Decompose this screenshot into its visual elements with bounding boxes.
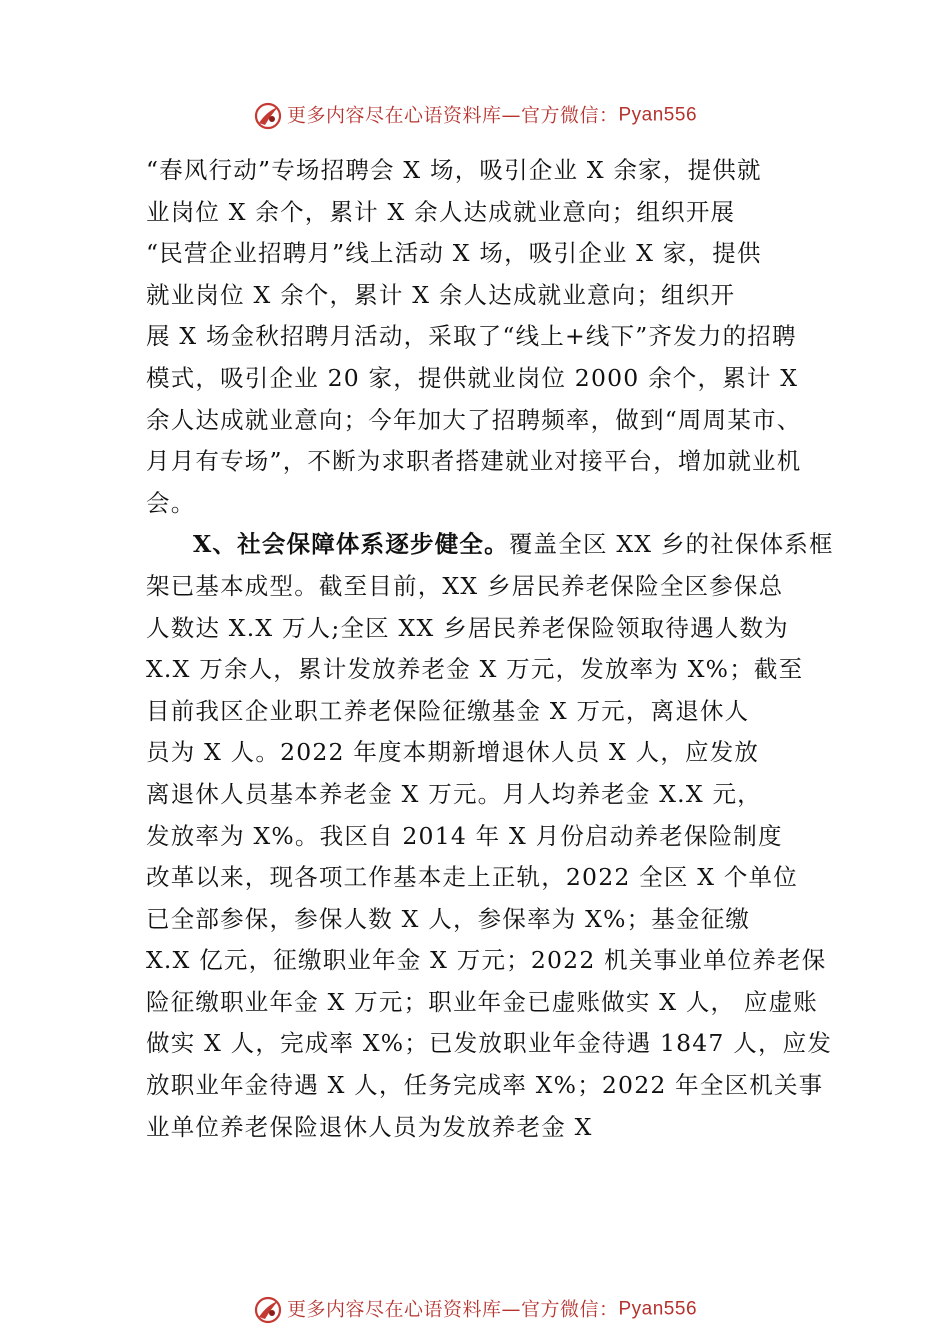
text-line: 模式，吸引企业 20 家，提供就业岗位 2000 余个，累计 X — [146, 363, 799, 392]
text-line: 放职业年金待遇 X 人，任务完成率 X%；2022 年全区机关事 — [146, 1071, 824, 1100]
logo-icon — [253, 101, 283, 131]
text-line: 业单位养老保险退休人员为发放养老金 X — [146, 1112, 593, 1141]
logo-icon — [253, 1295, 283, 1325]
text-line: 离退休人员基本养老金 X 万元。月人均养老金 X.X 元， — [146, 779, 762, 808]
text-line: 架已基本成型。截至目前，XX 乡居民养老保险全区参保总 — [146, 571, 784, 600]
text-line: 目前我区企业职工养老保险征缴基金 X 万元，离退休人 — [146, 696, 750, 725]
banner-text: 更多内容尽在心语资料库—官方微信： — [286, 1298, 619, 1321]
text-line: 会。 — [146, 488, 196, 517]
wechat-id: Pyan556 — [618, 104, 698, 126]
text-line: X.X 亿元，征缴职业年金 X 万元；2022 机关事业单位养老保 — [146, 946, 827, 975]
wechat-id: Pyan556 — [618, 1298, 698, 1320]
section-heading: X、社会保障体系逐步健全。 — [193, 530, 509, 559]
paragraph-first-line — [146, 524, 834, 566]
text-line: 改革以来，现各项工作基本走上正轨，2022 全区 X 个单位 — [146, 863, 798, 892]
document-body — [146, 150, 834, 1148]
text-line: 人数达 X.X 万人;全区 XX 乡居民养老保险领取待遇人数为 — [146, 613, 789, 642]
footer-banner — [0, 1294, 950, 1325]
paragraph-employment — [146, 150, 816, 524]
text-line: “民营企业招聘月”线上活动 X 场，吸引企业 X 家，提供 — [146, 239, 762, 268]
text-line: “春风行动”专场招聘会 X 场，吸引企业 X 余家，提供就 — [146, 156, 762, 184]
text-line: 展 X 场金秋招聘月活动，采取了“线上+线下”齐发力的招聘 — [146, 322, 797, 351]
text-line: 员为 X 人。2022 年度本期新增退休人员 X 人，应发放 — [146, 738, 760, 767]
heading-continuation: 覆盖全区 XX 乡的社保体系框 — [508, 530, 834, 559]
text-line: 业岗位 X 余个，累计 X 余人达成就业意向；组织开展 — [146, 197, 736, 226]
banner-text: 更多内容尽在心语资料库—官方微信： — [286, 104, 619, 127]
text-line: 月月有专场”，不断为求职者搭建就业对接平台，增加就业机 — [146, 447, 802, 476]
paragraph-social-security — [146, 524, 834, 1148]
text-line: 已全部参保，参保人数 X 人，参保率为 X%；基金征缴 — [146, 904, 751, 933]
text-line: 发放率为 X%。我区自 2014 年 X 月份启动养老保险制度 — [146, 821, 783, 850]
text-line: X.X 万余人，累计发放养老金 X 万元，发放率为 X%；截至 — [146, 655, 804, 684]
text-line: 就业岗位 X 余个，累计 X 余人达成就业意向；组织开 — [146, 280, 736, 309]
text-line: 做实 X 人，完成率 X%；已发放职业年金待遇 1847 人，应发 — [146, 1029, 833, 1058]
text-line: 险征缴职业年金 X 万元；职业年金已虚账做实 X 人， 应虚账 — [146, 987, 819, 1016]
text-line: 余人达成就业意向；今年加大了招聘频率，做到“周周某市、 — [146, 405, 802, 434]
header-banner — [0, 100, 950, 131]
